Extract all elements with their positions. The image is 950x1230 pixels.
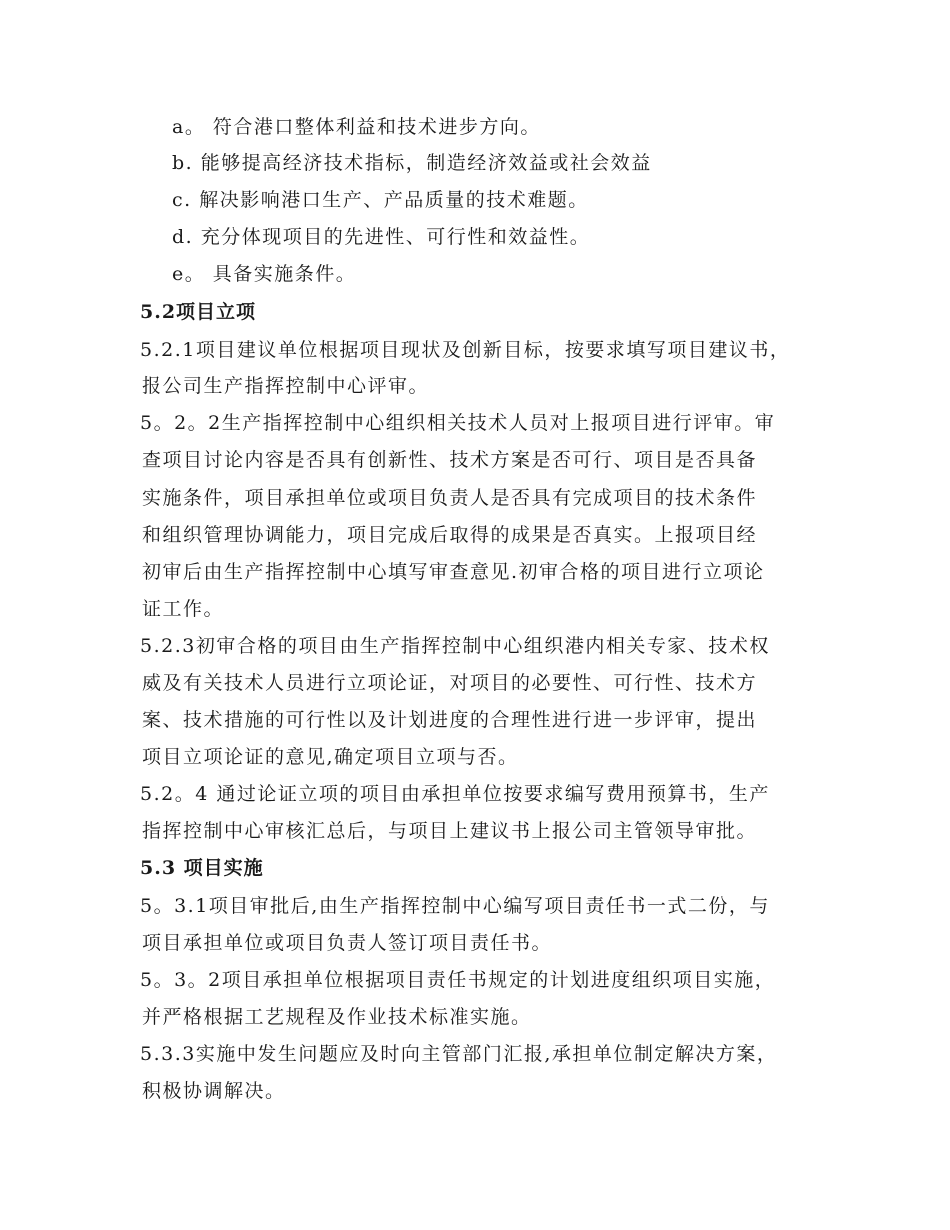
paragraph-line: 证工作。 — [142, 598, 225, 620]
paragraph-line: 查项目讨论内容是否具有创新性、技术方案是否可行、项目是否具备 — [142, 449, 758, 471]
paragraph-line: 威及有关技术人员进行立项论证，对项目的必要性、可行性、技术方 — [142, 672, 758, 694]
paragraph-line: 5.2.3初审合格的项目由生产指挥控制中心组织港内相关专家、技术权 — [140, 635, 770, 657]
paragraph-line: 5.2。4 通过论证立项的项目由承担单位按要求编写费用预算书，生产 — [140, 783, 770, 805]
paragraph-line: 并严格根据工艺规程及作业技术标准实施。 — [142, 1006, 532, 1028]
paragraph-line: 积极协调解决。 — [142, 1080, 286, 1102]
paragraph-line: 项目立项论证的意见,确定项目立项与否。 — [142, 746, 519, 768]
criteria-item-c: c. 解决影响港口生产、产品质量的技术难题。 — [172, 189, 589, 211]
paragraph-line: 指挥控制中心审核汇总后，与项目上建议书上报公司主管领导审批。 — [142, 820, 758, 842]
paragraph-line: 实施条件，项目承担单位或项目负责人是否具有完成项目的技术条件 — [142, 487, 758, 509]
criteria-item-e: e。 具备实施条件。 — [172, 263, 357, 285]
paragraph-line: 5。3.1项目审批后,由生产指挥控制中心编写项目责任书一式二份，与 — [140, 895, 770, 917]
section-heading-5-2: 5.2项目立项 — [140, 301, 257, 323]
paragraph-line: 5.3.3实施中发生问题应及时向主管部门汇报,承担单位制定解决方案， — [140, 1043, 778, 1065]
paragraph-line: 5.2.1项目建议单位根据项目现状及创新目标，按要求填写项目建议书， — [140, 339, 791, 361]
paragraph-line: 5。2。2生产指挥控制中心组织相关技术人员对上报项目进行评审。审 — [140, 412, 776, 434]
paragraph-line: 和组织管理协调能力，项目完成后取得的成果是否真实。上报项目经 — [142, 524, 758, 546]
paragraph-line: 5。3。2项目承担单位根据项目责任书规定的计划进度组织项目实施， — [140, 969, 776, 991]
criteria-item-d: d. 充分体现项目的先进性、可行性和效益性。 — [172, 226, 591, 248]
criteria-item-a: a。 符合港口整体利益和技术进步方向。 — [172, 116, 541, 138]
paragraph-line: 报公司生产指挥控制中心评审。 — [142, 375, 430, 397]
paragraph-line: 项目承担单位或项目负责人签订项目责任书。 — [142, 932, 553, 954]
paragraph-line: 初审后由生产指挥控制中心填写审查意见.初审合格的项目进行立项论 — [142, 561, 765, 583]
section-heading-5-3: 5.3 项目实施 — [140, 857, 264, 879]
paragraph-line: 案、技术措施的可行性以及计划进度的合理性进行进一步评审，提出 — [142, 709, 758, 731]
criteria-item-b: b. 能够提高经济技术指标，制造经济效益或社会效益 — [172, 152, 652, 174]
